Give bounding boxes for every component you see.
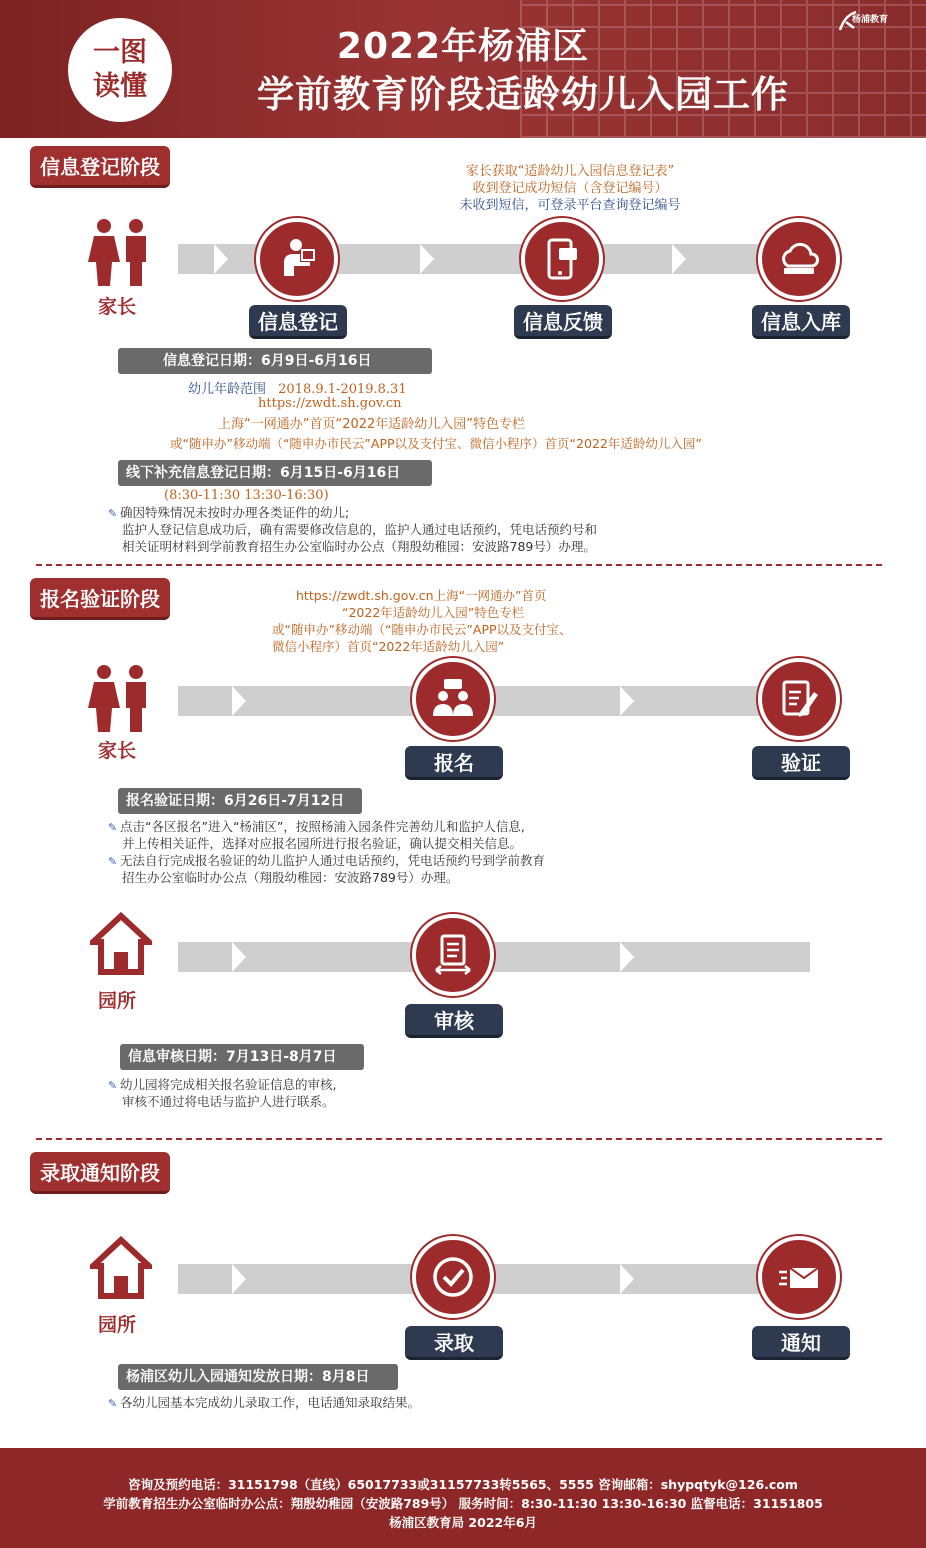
admit-circle [412, 1236, 494, 1318]
parents-icon [88, 664, 154, 734]
note-line: 并上传相关证件，选择对应报名园所进行报名验证，确认提交相关信息。 [122, 836, 523, 851]
feedback-circle [521, 218, 603, 300]
footer-contact: 咨询及预约电话：31151798（直线）65017733或31157733转5565、5555 咨询邮箱：shypqtyk@126.com [128, 1477, 798, 1492]
review-circle [412, 914, 494, 996]
badge-line1: 一图 [93, 37, 147, 68]
section-divider [36, 564, 882, 566]
person-computer-icon [274, 236, 320, 282]
logo-text: 杨浦教育 [852, 15, 889, 25]
flow-chevron [620, 1264, 634, 1294]
footer-office: 学前教育招生办公室临时办公点：翔殷幼稚园（安波路789号） 服务时间：8:30-11:30 13:30-16:30 监督电话：31151805 [103, 1496, 823, 1511]
step-info-registration: 信息登记 [249, 305, 347, 339]
offline-time: (8:30-11:30 13:30-16:30) [164, 488, 329, 503]
stage1-info-line2: 收到登记成功短信（含登记编号） [472, 181, 668, 196]
actor-kindergarten-label: 园所 [98, 1314, 137, 1336]
registration-circle [256, 218, 338, 300]
age-range-label: 幼儿年龄范围 [188, 382, 267, 397]
note-line: 审核不通过将电话与监护人进行联系。 [122, 1094, 335, 1109]
note-line: 各幼儿园基本完成幼儿录取工作，电话通知录取结果。 [120, 1395, 421, 1410]
platform-line2: 或“随申办”移动端（“随申办市民云”APP以及支付宝、微信小程序）首页“2022年适龄幼儿入园” [170, 436, 702, 451]
note-line: 相关证明材料到学前教育招生办公室临时办公点（翔殷幼稚园：安波路789号）办理。 [122, 539, 596, 554]
note-line: 确因特殊情况未按时办理各类证件的幼儿; [120, 505, 350, 520]
flow-chevron [232, 686, 246, 716]
document-scroll-icon [430, 932, 476, 978]
meeting-people-icon [430, 676, 476, 722]
note-line: 监护人登记信息成功后，确有需要修改信息的，监护人通过电话预约，凭电话预约号和 [122, 522, 598, 537]
flow-chevron [232, 1264, 246, 1294]
stage2-info-line3: 或“随申办”移动端（“随申办市民云”APP以及支付宝、 [272, 622, 572, 637]
checkmark-icon [430, 1254, 476, 1300]
footer [0, 1448, 926, 1548]
actor-parent-label: 家长 [98, 296, 137, 318]
flow-chevron [214, 244, 228, 274]
house-icon [90, 1236, 152, 1300]
actor-kindergarten-label: 园所 [98, 990, 137, 1012]
offline-date-pill: 线下补充信息登记日期：6月15日-6月16日 [118, 460, 432, 486]
phone-message-icon [539, 236, 585, 282]
notify-circle [758, 1236, 840, 1318]
stage-signup-verification: 报名验证阶段 [30, 578, 170, 620]
flow-chevron [420, 244, 434, 274]
review-notes [108, 1076, 336, 1110]
flow-chevron [620, 942, 634, 972]
registration-url: https://zwdt.sh.gov.cn [258, 396, 402, 411]
header-banner [0, 0, 926, 138]
review-date-pill: 信息审核日期：7月13日-8月7日 [120, 1044, 364, 1070]
note-line: 点击“各区报名”进入“杨浦区”，按照杨浦入园条件完善幼儿和监护人信息, [120, 819, 525, 834]
note-line: 无法自行完成报名验证的幼儿监护人通过电话预约，凭电话预约号到学前教育 [120, 853, 546, 868]
badge-line2: 读懂 [93, 71, 147, 102]
stage1-info-line3: 未收到短信，可登录平台查询登记编号 [459, 198, 681, 213]
flow-chevron [620, 686, 634, 716]
document-pen-icon [776, 676, 822, 722]
section-divider [36, 1138, 882, 1140]
flow-chevron [672, 244, 686, 274]
stage3-notes [108, 1394, 420, 1411]
verify-circle [758, 658, 840, 740]
page-title: 2022年杨浦区 [336, 26, 590, 67]
registration-date-pill: 信息登记日期：6月9日-6月16日 [118, 348, 432, 374]
age-range-value: 2018.9.1-2019.8.31 [278, 382, 407, 397]
flow-bar [178, 686, 814, 716]
pen-icon: ✎ [108, 507, 118, 520]
signup-circle [412, 658, 494, 740]
actor-parent-label: 家长 [98, 740, 137, 762]
step-notify: 通知 [752, 1326, 850, 1360]
step-verify: 验证 [752, 746, 850, 780]
step-admit: 录取 [405, 1326, 503, 1360]
step-signup: 报名 [405, 746, 503, 780]
stage-admission-notice: 录取通知阶段 [30, 1152, 170, 1194]
page-subtitle: 学前教育阶段适龄幼儿入园工作 [257, 73, 789, 116]
stage2-info-line4: 微信小程序）首页“2022年适龄幼儿入园” [272, 639, 505, 654]
flow-bar [178, 1264, 814, 1294]
stage2-notes [108, 818, 545, 886]
note-line: 招生办公室临时办公点（翔殷幼稚园：安波路789号）办理。 [122, 870, 459, 885]
envelope-icon [776, 1254, 822, 1300]
step-review: 审核 [405, 1004, 503, 1038]
footer-publisher: 杨浦区教育局 2022年6月 [389, 1515, 537, 1530]
platform-line1: 上海“一网通办”首页“2022年适龄幼儿入园”特色专栏 [218, 417, 526, 432]
parents-icon [88, 218, 154, 288]
flow-bar [178, 942, 810, 972]
step-info-storage: 信息入库 [752, 305, 850, 339]
age-range-row [188, 378, 407, 397]
stage1-info-line1: 家长获取“适龄幼儿入园信息登记表” [465, 164, 675, 179]
note-line: 幼儿园将完成相关报名验证信息的审核, [120, 1077, 337, 1092]
signup-date-pill: 报名验证日期：6月26日-7月12日 [118, 788, 362, 814]
pen-icon: ✎ [108, 1079, 118, 1092]
pen-icon: ✎ [108, 855, 118, 868]
stage1-notes [108, 504, 597, 555]
stage2-info-line2: “2022年适龄幼儿入园”特色专栏 [342, 605, 525, 620]
pen-icon: ✎ [108, 1397, 118, 1410]
storage-circle [758, 218, 840, 300]
house-icon [90, 912, 152, 976]
stage-info-registration: 信息登记阶段 [30, 146, 170, 188]
step-info-feedback: 信息反馈 [514, 305, 612, 339]
cloud-database-icon [776, 236, 822, 282]
notice-date-pill: 杨浦区幼儿入园通知发放日期：8月8日 [118, 1364, 398, 1390]
pen-icon: ✎ [108, 821, 118, 834]
flow-chevron [232, 942, 246, 972]
stage2-info-line1: https://zwdt.sh.gov.cn上海“一网通办”首页 [296, 588, 547, 603]
